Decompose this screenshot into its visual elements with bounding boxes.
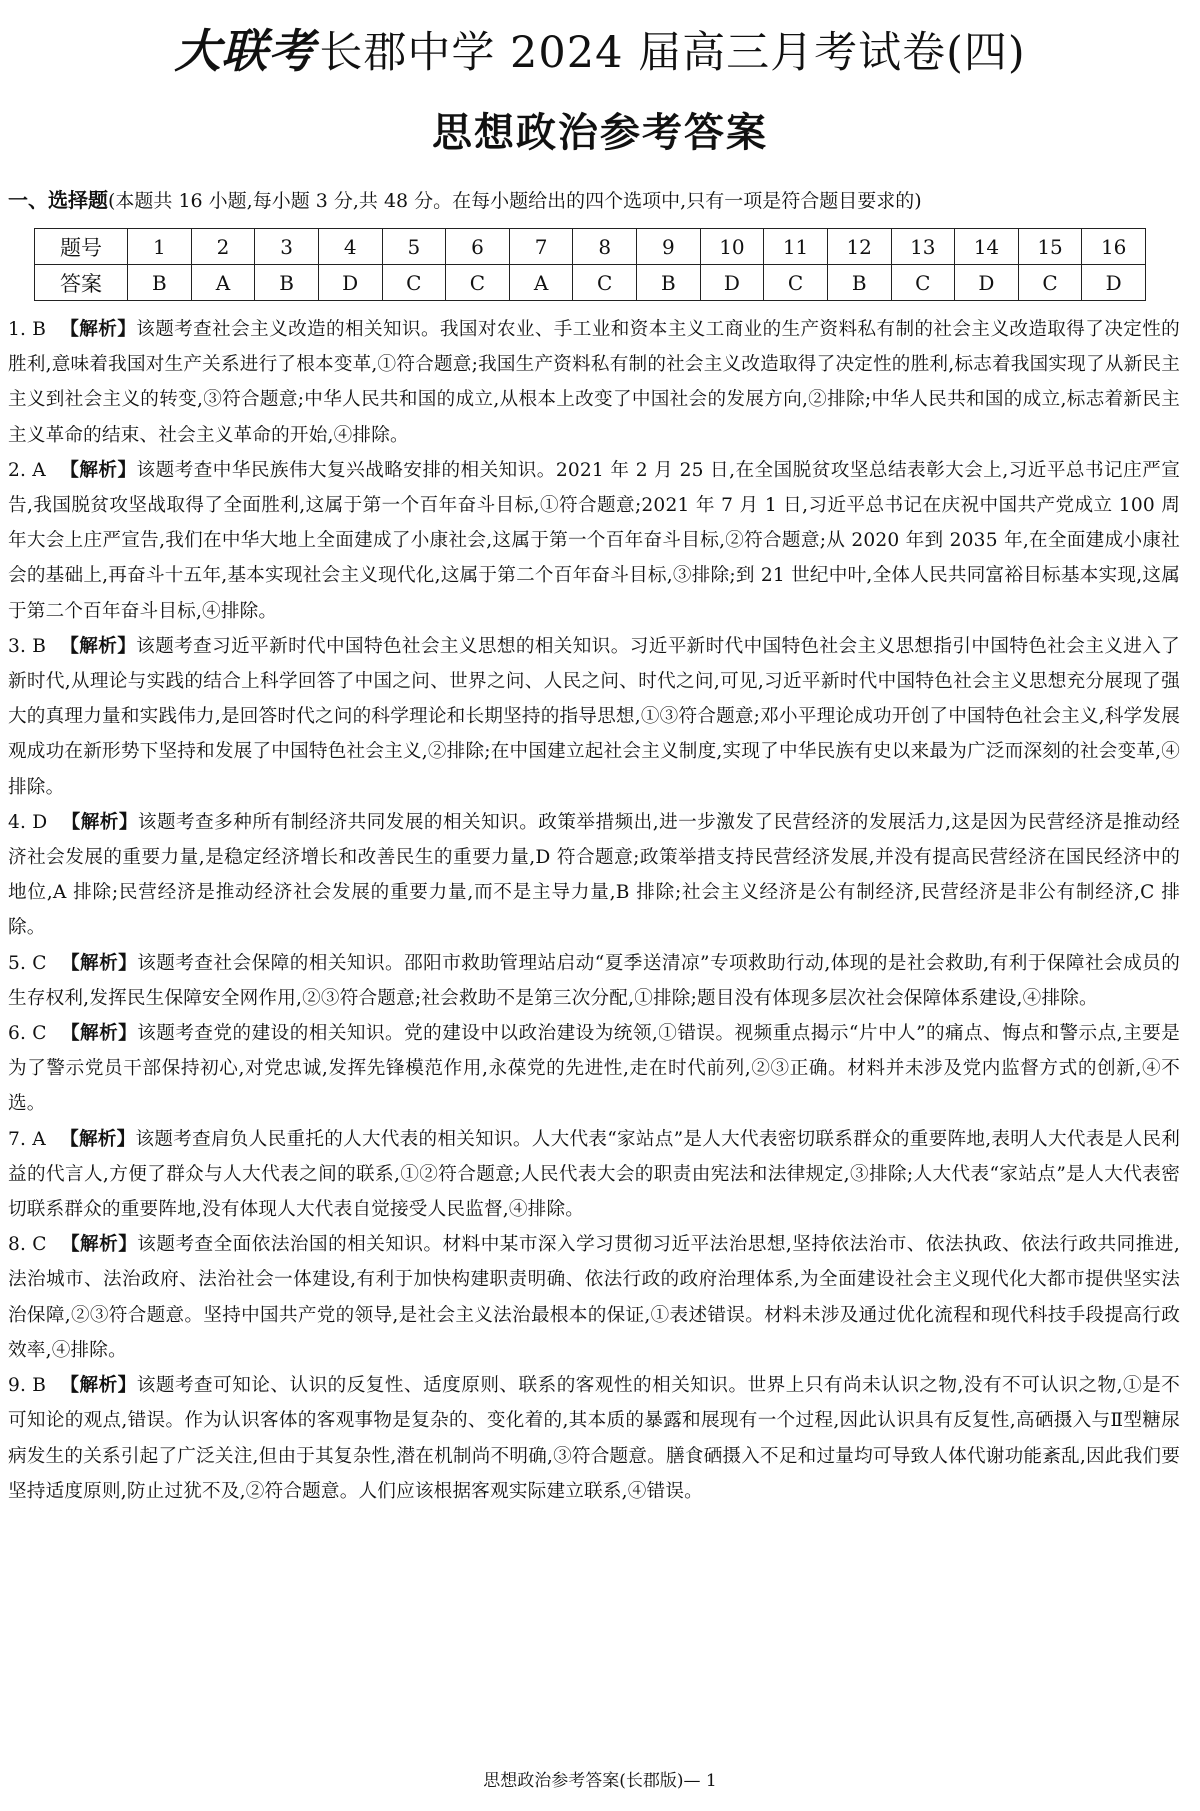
- answer-cell: D: [700, 265, 764, 301]
- item-number: 1. B: [8, 319, 47, 340]
- item-number: 9. B: [8, 1375, 47, 1397]
- analysis-tag: 【解析】: [60, 1023, 138, 1045]
- question-number-cell: 13: [891, 229, 955, 265]
- question-number-cell: 3: [255, 229, 319, 265]
- item-number: 5. C: [8, 952, 47, 974]
- answer-cell: A: [509, 265, 573, 301]
- question-number-cell: 5: [382, 229, 446, 265]
- answer-cell: C: [573, 265, 637, 301]
- answer-cell: D: [318, 265, 382, 301]
- explanation-item: [8, 312, 1180, 453]
- item-text: 该题考查社会保障的相关知识。邵阳市救助管理站启动“夏季送清凉”专项救助行动,体现的是社会救助,有利于保障社会成员的生存权利,发挥民生保障安全网作用,②③符合题意;社会救助不是第三次分配,①排除;题目没有体现多层次社会保障体系建设,④排除。: [8, 952, 1180, 1009]
- item-text: 该题考查社会主义改造的相关知识。我国对农业、手工业和资本主义工商业的生产资料私有制的社会主义改造取得了决定性的胜利,意味着我国对生产关系进行了根本变革,①符合题意;我国生产资料私有制的社会主义改造取得了决定性的胜利,标志着我国实现了从新民主主义到社会主义的转变,③符合题意;中华人民共和国的成立,从根本上改变了中国社会的发展方向,②排除;中华人民共和国的成立,标志着新民主主义革命的结束、社会主义革命的开始,④排除。: [8, 319, 1180, 446]
- question-number-cell: 11: [764, 229, 828, 265]
- answer-cell: A: [191, 265, 255, 301]
- item-text: 该题考查党的建设的相关知识。党的建设中以政治建设为统领,①错误。视频重点揭示“片中人”的痛点、悔点和警示点,主要是为了警示党员干部保持初心,对党忠诚,发挥先锋模范作用,永葆党的先进性,走在时代前列,②③正确。材料并未涉及党内监督方式的创新,④不选。: [8, 1023, 1180, 1115]
- item-text: 该题考查可知论、认识的反复性、适度原则、联系的客观性的相关知识。世界上只有尚未认识之物,没有不可认识之物,①是不可知论的观点,错误。作为认识客体的客观事物是复杂的、变化着的,其本质的暴露和展现有一个过程,因此认识具有反复性,高硒摄入与Ⅱ型糖尿病发生的关系引起了广泛关注,但由于其复杂性,潜在机制尚不明确,③符合题意。膳食硒摄入不足和过量均可导致人体代谢功能紊乱,因此我们要坚持适度原则,防止过犹不及,②符合题意。人们应该根据客观实际建立联系,④错误。: [8, 1375, 1180, 1502]
- answer-cell: B: [128, 265, 192, 301]
- question-number-cell: 10: [700, 229, 764, 265]
- analysis-tag: 【解析】: [60, 1128, 136, 1150]
- brand-logo-text: 大联考: [174, 24, 316, 78]
- explanation-item: [8, 453, 1180, 629]
- analysis-tag: 【解析】: [61, 811, 138, 833]
- section-heading-label: 一、选择题: [8, 188, 108, 212]
- answer-cell: B: [637, 265, 701, 301]
- question-number-cell: 16: [1082, 229, 1146, 265]
- answer-table: [34, 228, 1146, 301]
- item-number: 4. D: [8, 811, 48, 833]
- analysis-tag: 【解析】: [60, 635, 137, 657]
- explanation-item: [8, 946, 1180, 1016]
- explanation-item: [8, 1122, 1180, 1228]
- section-heading-note: (本题共 16 小题,每小题 3 分,共 48 分。在每小题给出的四个选项中,只有一项是符合题目要求的): [108, 190, 922, 212]
- exam-title: 长郡中学 2024 届高三月考试卷(四): [319, 28, 1026, 78]
- subject-title: 思想政治参考答案: [432, 110, 768, 156]
- answer-cell: D: [955, 265, 1019, 301]
- item-number: 3. B: [8, 635, 47, 657]
- explanation-item: [8, 1368, 1180, 1509]
- answer-cell: C: [764, 265, 828, 301]
- analysis-tag: 【解析】: [60, 1375, 137, 1397]
- question-number-cell: 7: [509, 229, 573, 265]
- item-number: 8. C: [8, 1234, 47, 1256]
- answer-cell: C: [891, 265, 955, 301]
- item-number: 7. A: [8, 1128, 46, 1150]
- header: [0, 22, 1200, 82]
- question-number-cell: 15: [1018, 229, 1082, 265]
- exam-title-line: [0, 22, 1200, 82]
- item-number: 6. C: [8, 1023, 47, 1045]
- answer-cell: C: [1018, 265, 1082, 301]
- answer-cell: C: [382, 265, 446, 301]
- question-number-cell: 2: [191, 229, 255, 265]
- item-text: 该题考查肩负人民重托的人大代表的相关知识。人大代表“家站点”是人大代表密切联系群众的重要阵地,表明人大代表是人民利益的代言人,方便了群众与人大代表之间的联系,①②符合题意;人民代表大会的职责由宪法和法律规定,③排除;人大代表“家站点”是人大代表密切联系群众的重要阵地,没有体现人大代表自觉接受人民监督,④排除。: [8, 1128, 1180, 1221]
- answer-table-row-answers: [35, 265, 1146, 301]
- question-number-cell: 9: [637, 229, 701, 265]
- item-text: 该题考查中华民族伟大复兴战略安排的相关知识。2021 年 2 月 25 日,在全国脱贫攻坚总结表彰大会上,习近平总书记庄严宣告,我国脱贫攻坚战取得了全面胜利,这属于第一个百年奋斗目标,①符合题意;2021 年 7 月 1 日,习近平总书记在庆祝中国共产党成立 100 周年大会上庄严宣告,我们在中华大地上全面建成了小康社会,这属于第一个百年奋斗目标,②符合题意;从 2020 年到 2035 年,在全面建成小康社会的基础上,再奋斗十五年,基本实现社会主义现代化,这属于第二个百年奋斗目标,③排除;到 21 世纪中叶,全体人民共同富裕目标基本实现,这属于第二个百年奋斗目标,④排除。: [8, 459, 1180, 622]
- item-text: 该题考查多种所有制经济共同发展的相关知识。政策举措频出,进一步激发了民营经济的发展活力,这是因为民营经济是推动经济社会发展的重要力量,是稳定经济增长和改善民生的重要力量,D 符合题意;政策举措支持民营经济发展,并没有提高民营经济在国民经济中的地位,A 排除;民营经济是推动经济社会发展的重要力量,而不是主导力量,B 排除;社会主义经济是公有制经济,民营经济是非公有制经济,C 排除。: [8, 811, 1180, 939]
- analysis-tag: 【解析】: [60, 1234, 138, 1256]
- explanation-item: [8, 629, 1180, 805]
- answer-cell: B: [827, 265, 891, 301]
- explanation-item: [8, 805, 1180, 946]
- explanation-item: [8, 1227, 1180, 1368]
- question-number-cell: 6: [446, 229, 510, 265]
- question-number-cell: 4: [318, 229, 382, 265]
- page-footer: 思想政治参考答案(长郡版)— 1: [483, 1771, 717, 1791]
- analysis-tag: 【解析】: [60, 952, 138, 974]
- answer-table-row-numbers: [35, 229, 1146, 265]
- question-number-cell: 12: [827, 229, 891, 265]
- analysis-tag: 【解析】: [60, 319, 137, 340]
- question-number-cell: 1: [128, 229, 192, 265]
- item-text: 该题考查全面依法治国的相关知识。材料中某市深入学习贯彻习近平法治思想,坚持依法治市、依法执政、依法行政共同推进,法治城市、法治政府、法治社会一体建设,有利于加快构建职责明确、依法行政的政府治理体系,为全面建设社会主义现代化大都市提供坚实法治保障,②③符合题意。坚持中国共产党的领导,是社会主义法治最根本的保证,①表述错误。材料未涉及通过优化流程和现代科技手段提高行政效率,④排除。: [8, 1234, 1180, 1361]
- explanation-list: [8, 312, 1180, 1509]
- question-number-cell: 14: [955, 229, 1019, 265]
- explanation-item: [8, 1016, 1180, 1122]
- table-row-label: 题号: [35, 229, 128, 265]
- analysis-tag: 【解析】: [60, 459, 137, 481]
- answer-cell: B: [255, 265, 319, 301]
- table-row-label: 答案: [35, 265, 128, 301]
- item-text: 该题考查习近平新时代中国特色社会主义思想的相关知识。习近平新时代中国特色社会主义思想指引中国特色社会主义进入了新时代,从理论与实践的结合上科学回答了中国之问、世界之问、人民之问、时代之问,可见,习近平新时代中国特色社会主义思想充分展现了强大的真理力量和实践伟力,是回答时代之问的科学理论和长期坚持的指导思想,①③符合题意;邓小平理论成功开创了中国特色社会主义,科学发展观成功在新形势下坚持和发展了中国特色社会主义,②排除;在中国建立起社会主义制度,实现了中华民族有史以来最为广泛而深刻的社会变革,④排除。: [8, 635, 1180, 798]
- answer-cell: C: [446, 265, 510, 301]
- answer-cell: D: [1082, 265, 1146, 301]
- item-number: 2. A: [8, 459, 46, 481]
- question-number-cell: 8: [573, 229, 637, 265]
- section-heading: [8, 186, 1198, 215]
